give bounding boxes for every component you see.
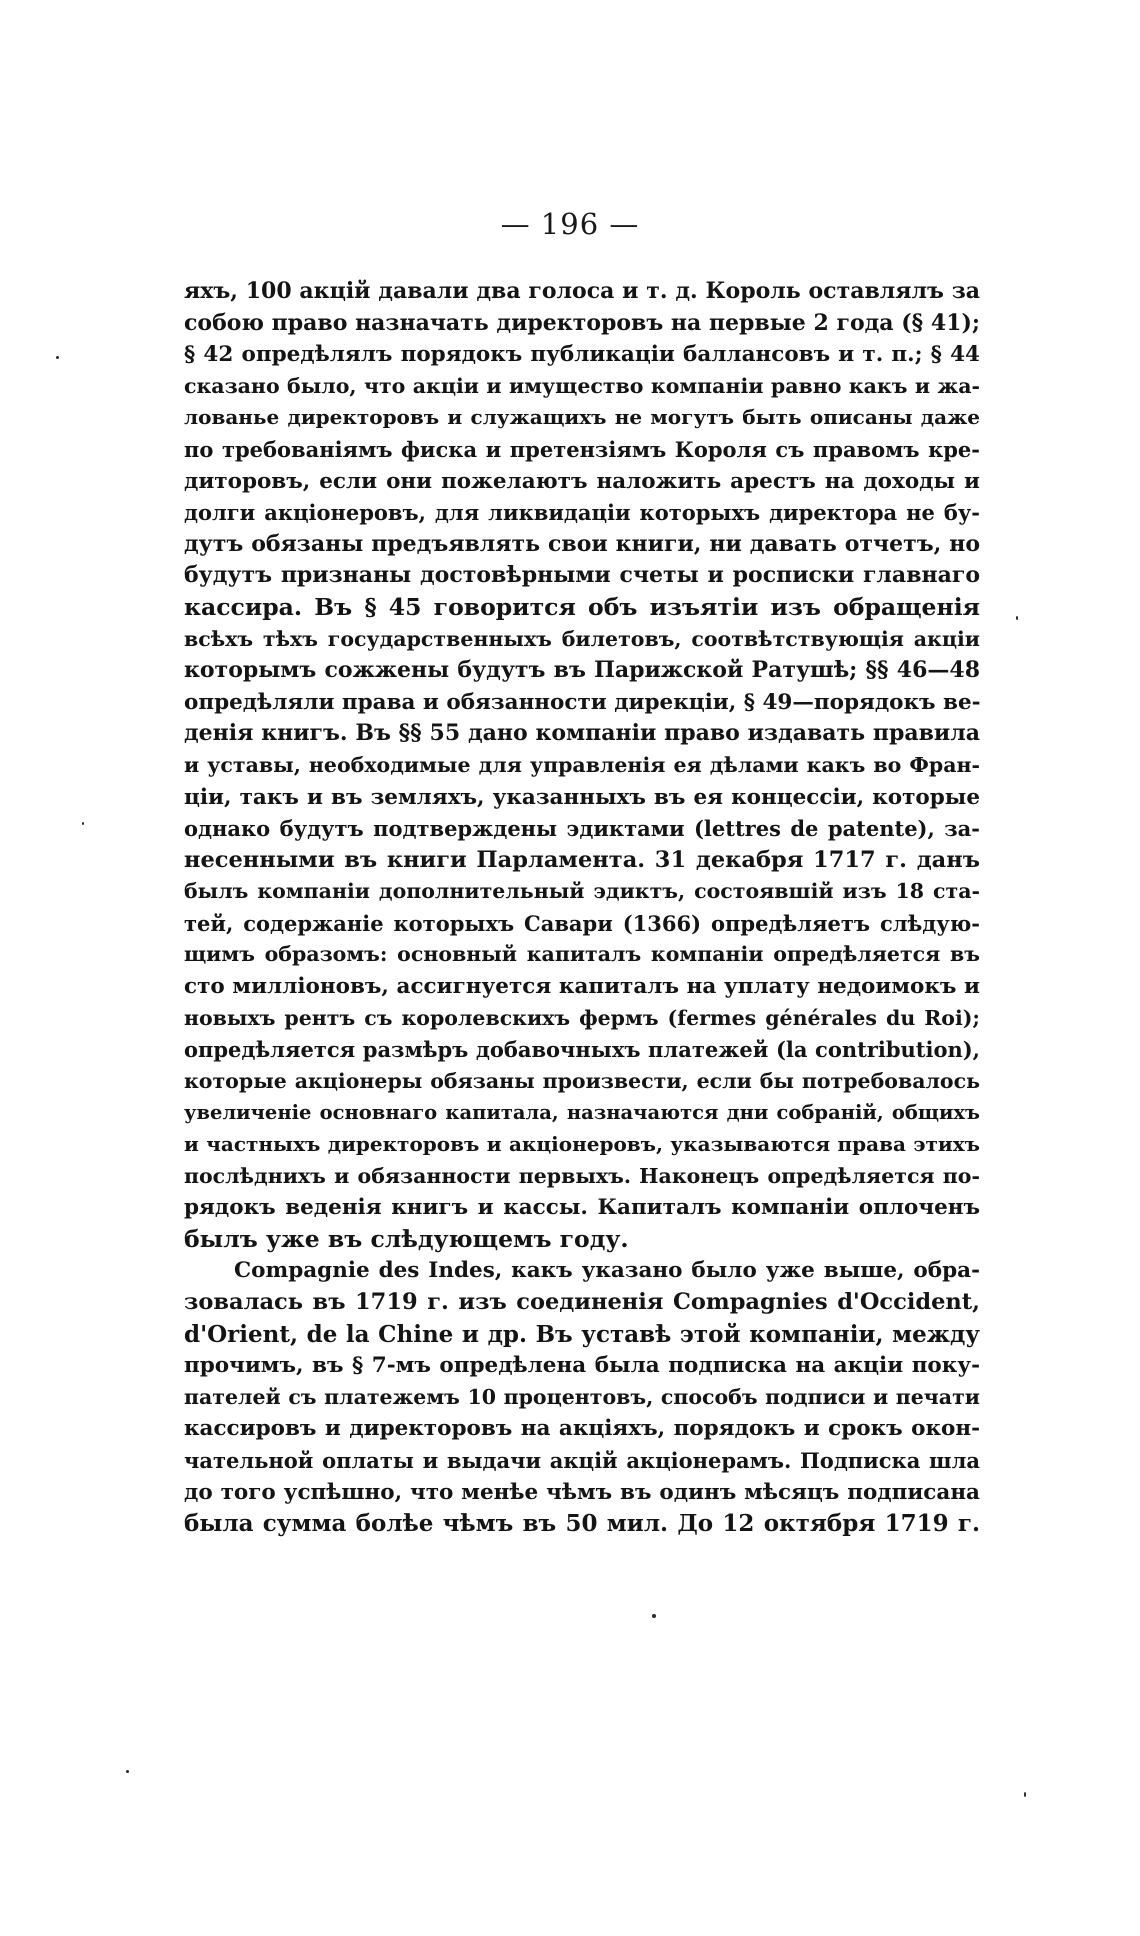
text-line: кассира. Въ § 45 говорится объ изъятіи изъ обращенія: [184, 592, 980, 621]
text-line: несенными въ книги Парламента. 31 декабря 1717 г. данъ: [184, 846, 980, 873]
text-line: былъ уже въ слѣдующемъ году.: [184, 1224, 629, 1253]
paragraph: [184, 1255, 980, 1539]
text-line: которымъ сожжены будутъ въ Парижской Ратушѣ; §§ 46—48: [184, 657, 980, 684]
text-line: опредѣляли права и обязанности дирекціи, § 49—порядокъ ве-: [184, 689, 981, 715]
text-line: собою право назначать директоровъ на первые 2 года (§ 41);: [184, 309, 980, 336]
scan-speck: [126, 1770, 129, 1773]
scan-speck: [56, 356, 59, 359]
text-line: диторовъ, если они пожелаютъ наложить арестъ на доходы и: [184, 468, 980, 494]
text-line: сказано было, что акціи и имущество компаніи равно какъ и жа-: [184, 373, 980, 398]
paragraph: [184, 276, 980, 1255]
text-line: по требованіямъ фиска и претензіямъ Короля съ правомъ кре-: [184, 436, 980, 462]
text-line: всѣхъ тѣхъ государственныхъ билетовъ, соотвѣтствующія акціи: [184, 626, 980, 651]
scan-speck: [1016, 616, 1018, 620]
scan-speck: [82, 822, 84, 825]
text-line: ціи, такъ и въ земляхъ, указанныхъ въ ея концессіи, которые: [184, 784, 980, 810]
text-line: щимъ образомъ: основный капиталъ компаніи опредѣляется въ: [184, 942, 980, 967]
text-line: § 42 опредѣлялъ порядокъ публикаціи баллансовъ и т. п.; § 44: [184, 342, 980, 368]
text-line: послѣднихъ и обязанности первыхъ. Наконецъ опредѣляется по-: [184, 1163, 980, 1188]
scan-speck: [652, 1614, 656, 1618]
text-line: опредѣляется размѣръ добавочныхъ платежей (la contribution),: [184, 1037, 980, 1063]
text-line: пателей съ платежемъ 10 процентовъ, способъ подписи и печати: [184, 1384, 980, 1409]
text-line: Compagnie des Indes, какъ указано было уже выше, обра-: [234, 1258, 980, 1284]
text-line: d'Orient, de la Chine и др. Въ уставѣ этой компаніи, между: [184, 1320, 980, 1348]
text-line: лованье директоровъ и служащихъ не могутъ быть описаны даже: [184, 405, 980, 430]
text-line: до того успѣшно, что менѣе чѣмъ въ одинъ мѣсяцъ подписана: [184, 1479, 980, 1505]
text-line: кассировъ и директоровъ на акціяхъ, порядокъ и срокъ окон-: [184, 1416, 980, 1442]
text-line: чательной оплаты и выдачи акцій акціонерамъ. Подписка шла: [184, 1447, 980, 1473]
text-line: и частныхъ директоровъ и акціонеровъ, указываются права этихъ: [184, 1132, 980, 1157]
text-line: новыхъ рентъ съ королевскихъ фермъ (fermes générales du Roi);: [184, 1005, 980, 1030]
text-line: зовалась въ 1719 г. изъ соединенія Compagnies d'Occident,: [184, 1289, 980, 1315]
text-line: прочимъ, въ § 7-мъ опредѣлена была подписка на акціи поку-: [184, 1353, 980, 1379]
body-text: [184, 276, 980, 1540]
scan-speck: [1024, 1792, 1026, 1797]
text-line: денія книгъ. Въ §§ 55 дано компаніи право издавать правила: [184, 720, 980, 747]
text-line: однако будутъ подтверждены эдиктами (lettres de patente), за-: [184, 816, 980, 842]
text-line: и уставы, необходимые для управленія ея дѣлами какъ во Фран-: [184, 752, 980, 777]
page-number: — 196 —: [500, 207, 640, 241]
text-line: яхъ, 100 акцій давали два голоса и т. д. Король оставлялъ за: [184, 278, 980, 304]
text-line: тей, содержаніе которыхъ Савари (1366) опредѣляетъ слѣдую-: [184, 910, 980, 936]
text-line: которые акціонеры обязаны произвести, если бы потребовалось: [184, 1068, 980, 1093]
text-line: была сумма болѣе чѣмъ въ 50 мил. До 12 октября 1719 г.: [184, 1510, 980, 1538]
text-line: увеличеніе основнаго капитала, назначаются дни собраній, общихъ: [184, 1101, 980, 1125]
text-line: былъ компаніи дополнительный эдиктъ, состоявшій изъ 18 ста-: [184, 879, 980, 904]
text-line: долги акціонеровъ, для ликвидаціи которыхъ директора не бу-: [184, 500, 980, 526]
text-line: рядокъ веденія книгъ и кассы. Капиталъ компаніи оплоченъ: [184, 1195, 980, 1221]
text-line: дутъ обязаны предъявлять свои книги, ни давать отчетъ, но: [184, 530, 980, 557]
text-line: сто милліоновъ, ассигнуется капиталъ на уплату недоимокъ и: [184, 974, 980, 1000]
text-line: будутъ признаны достовѣрными счеты и росписки главнаго: [184, 562, 980, 589]
